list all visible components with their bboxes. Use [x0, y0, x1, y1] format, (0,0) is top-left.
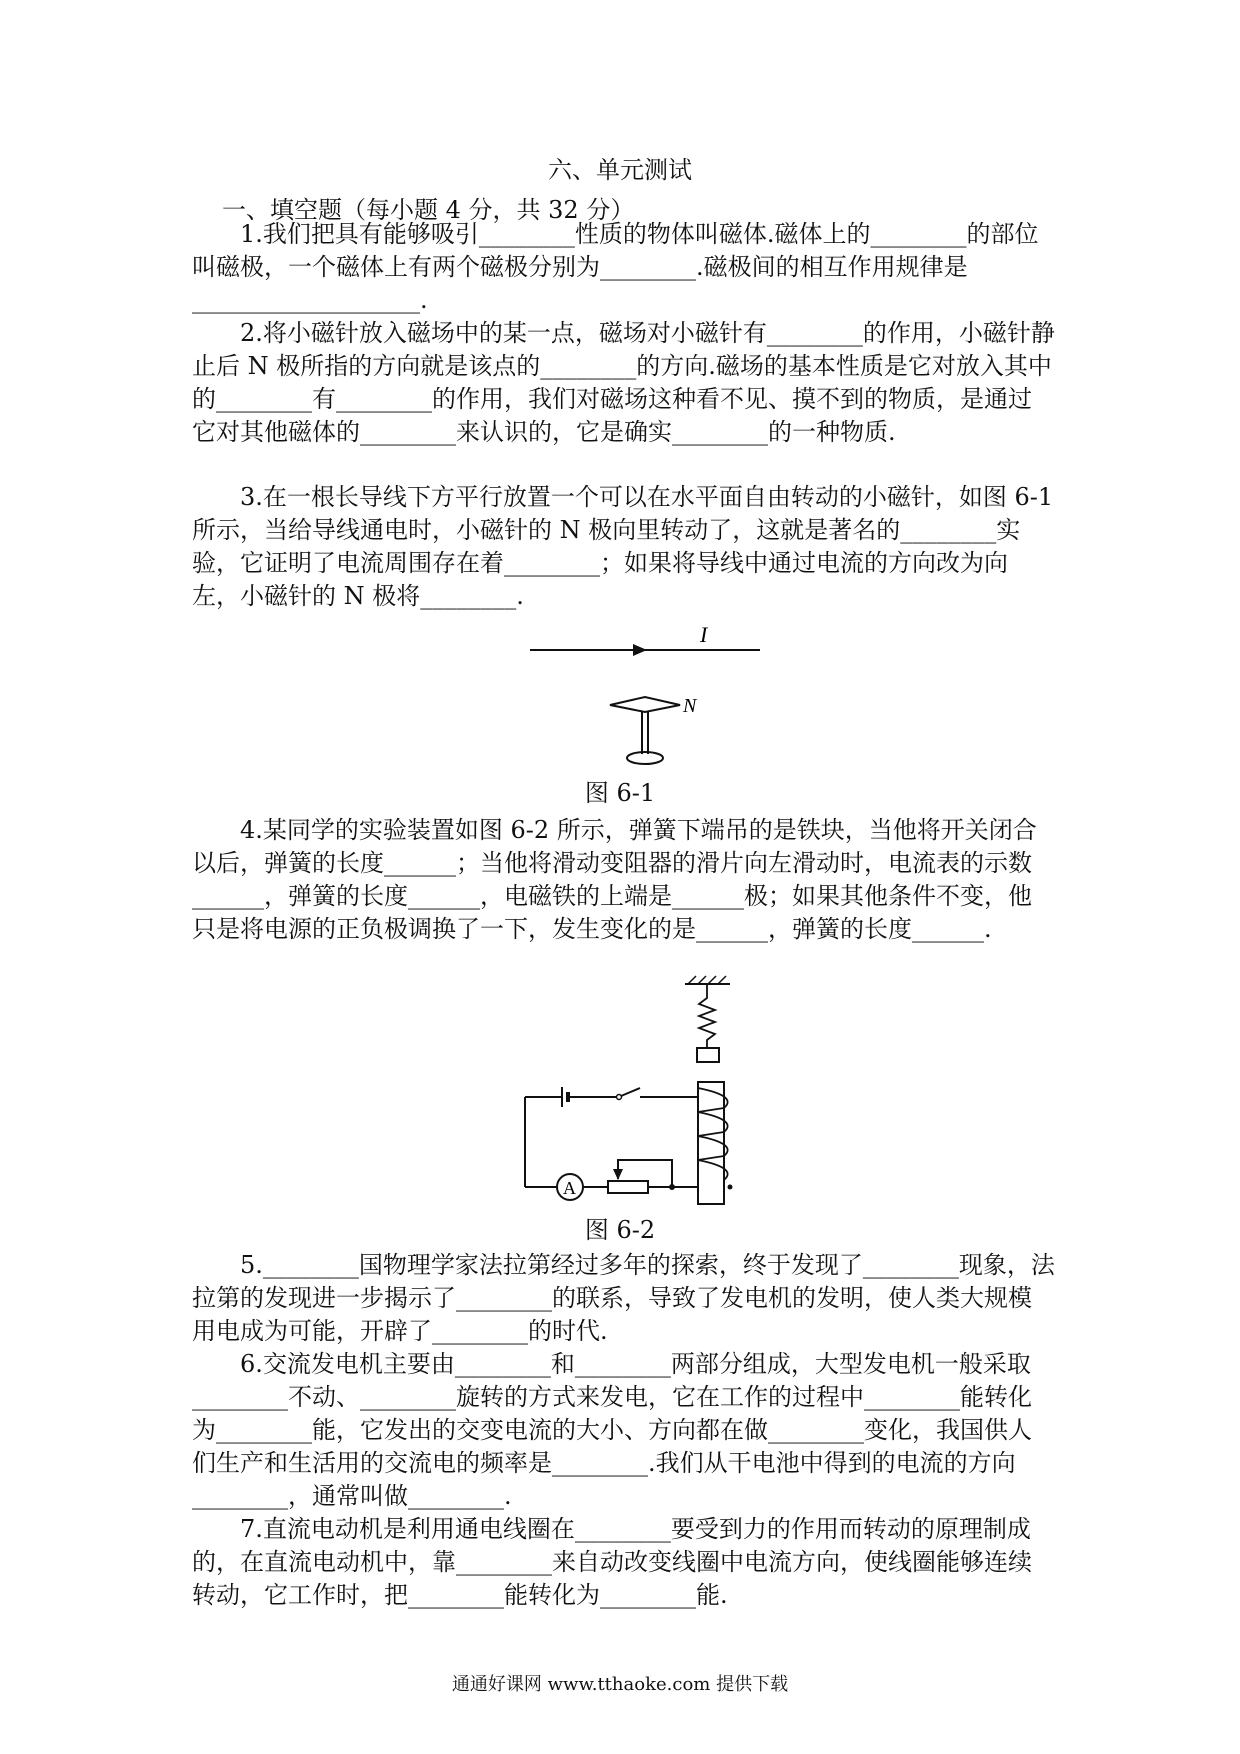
compass-needle [610, 697, 680, 712]
current-arrow [633, 644, 647, 656]
page-title: 六、单元测试 [548, 156, 692, 184]
switch-blade [621, 1088, 640, 1096]
question-7: 7.直流电动机是利用通电线圈在________要受到力的作用而转动的原理制成的，在直流电动机中，靠________来自动改变线圈中电流方向，使线圈能够连续转动，它工作时，把________能转化为________能. [192, 1515, 1032, 1609]
page-footer: 通通好课网 www.tthaoke.com 提供下载 [451, 1674, 789, 1695]
question-2: 2.将小磁针放入磁场中的某一点，磁场对小磁针有________的作用，小磁针静止后 N 极所指的方向就是该点的________的方向.磁场的基本性质是它对放入其中的________有________的作用，我们对磁场这种看不见、摸不到的物质，是通过它对其他磁体的________来认识的，它是确实________的一种物质. [192, 319, 1055, 446]
needle-pole-label: N [683, 695, 697, 717]
question-5: 5.________国物理学家法拉第经过多年的探索，终于发现了________现象，法拉第的发现进一步揭示了________的联系，导致了发电机的发明，使人类大规模用电成为可能，开辟了________的时代. [192, 1251, 1055, 1345]
figure-6-1-diagram [515, 612, 775, 767]
question-6: 6.交流发电机主要由________和________两部分组成，大型发电机一般采取________不动、________旋转的方式来发电，它在工作的过程中________能转化为________能，它发出的交变电流的大小、方向都在做________变化，我国供人们生产和生活用的交流电的频率是________.我们从干电池中得到的电流的方向________，通常叫做________. [192, 1350, 1032, 1510]
question-3: 3.在一根长导线下方平行放置一个可以在水平面自由转动的小磁针，如图 6-1 所示，当给导线通电时，小磁针的 N 极向里转动了，这就是著名的________实验，它证明了电流周围存在着________；如果将导线中通过电流的方向改为向左，小磁针的 N 极将________. [192, 483, 1061, 610]
rheostat-resistor [608, 1181, 648, 1193]
spring [699, 984, 715, 1048]
section-heading: 一、填空题（每小题 4 分，共 32 分） [222, 196, 635, 224]
slider-arrow [613, 1169, 623, 1180]
iron-block [697, 1048, 719, 1062]
question-4: 4.某同学的实验装置如图 6-2 所示，弹簧下端吊的是铁块，当他将开关闭合以后，弹簧的长度______；当他将滑动变阻器的滑片向左滑动时，电流表的示数______，弹簧的长度______，电磁铁的上端是______极；如果其他条件不变，他只是将电源的正负极调换了一下，发生变化的是______，弹簧的长度______. [192, 816, 1037, 943]
ammeter-label: A [563, 1178, 576, 1198]
coil-terminal-bottom [728, 1185, 733, 1190]
junction-dot [669, 1184, 675, 1190]
question-1: 1.我们把具有能够吸引________性质的物体叫磁体.磁体上的________的部位叫磁极，一个磁体上有两个磁极分别为________.磁极间的相互作用规律是___________________. [192, 220, 1039, 314]
figure-6-1-caption: 图 6-1 [584, 779, 656, 807]
figure-6-2-caption: 图 6-2 [584, 1216, 656, 1244]
rheostat-slider [618, 1160, 672, 1187]
ceiling-hatching [688, 976, 726, 984]
compass-stand-base [627, 752, 663, 764]
current-label: I [700, 622, 708, 647]
figure-6-2-diagram [500, 962, 800, 1208]
